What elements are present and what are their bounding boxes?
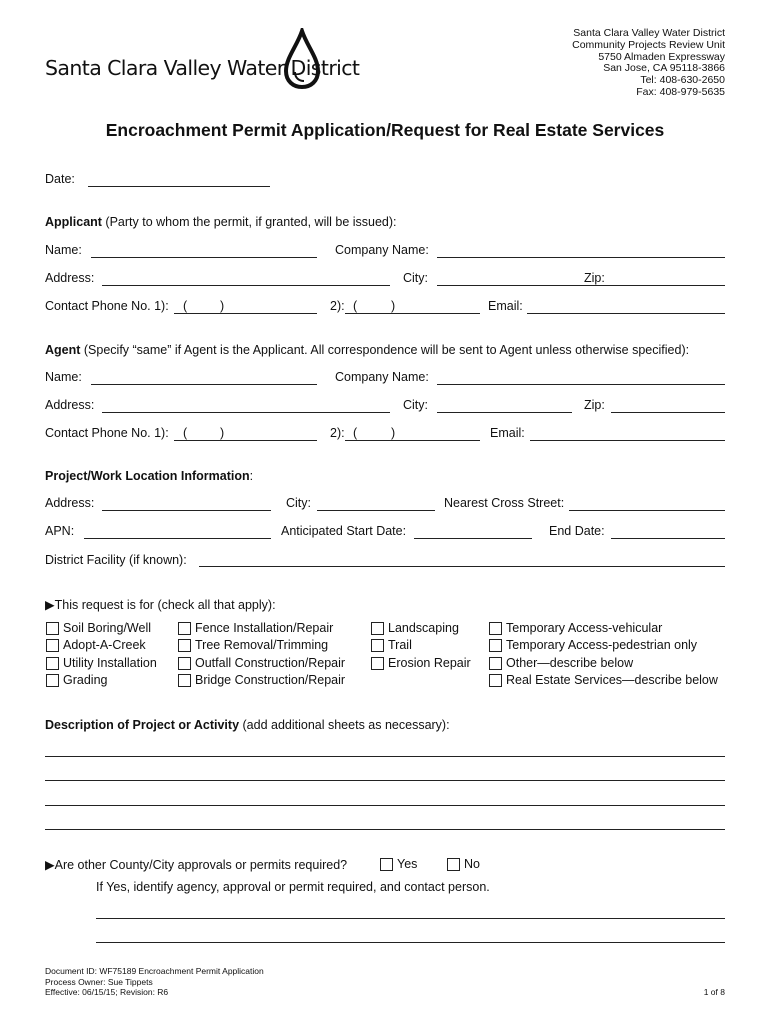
checkbox-label: Fence Installation/Repair [195, 621, 334, 635]
approvals-detail-line[interactable] [96, 918, 725, 919]
address-line: Fax: 408-979-5635 [636, 85, 725, 98]
logo-text: Santa Clara Valley Water District [45, 56, 360, 80]
triangle-right-icon: ▶ [45, 858, 55, 872]
applicant-phone1-field[interactable] [174, 313, 317, 314]
project-city-field[interactable] [317, 510, 435, 511]
checkbox-label: Tree Removal/Trimming [195, 638, 329, 652]
page-title: Encroachment Permit Application/Request for Real Estate Services [105, 120, 665, 140]
agent-company-field[interactable] [437, 384, 725, 385]
date-field[interactable] [88, 186, 270, 187]
footer-owner: Process Owner: Sue Tippets [45, 976, 153, 987]
water-drop-logo-icon [283, 28, 321, 90]
applicant-company-field[interactable] [437, 257, 725, 258]
applicant-address-field[interactable] [102, 285, 390, 286]
applicant-email-field[interactable] [527, 313, 725, 314]
agent-email-label: Email: [490, 426, 525, 440]
project-end-date-label: End Date: [549, 524, 605, 538]
applicant-heading-rest: (Party to whom the permit, if granted, will be issued): [101, 215, 397, 229]
description-heading-bold: Description of Project or Activity [45, 718, 240, 732]
agent-phone1-field[interactable] [174, 440, 317, 441]
checkbox-label: Trail [388, 638, 412, 652]
paren-open: ( [183, 426, 188, 440]
project-city-label: City: [286, 496, 311, 510]
applicant-name-label: Name: [45, 243, 82, 257]
triangle-right-icon: ▶ [45, 598, 55, 612]
project-cross-street-field[interactable] [569, 510, 725, 511]
checkbox-label: Temporary Access-vehicular [506, 621, 663, 635]
applicant-phone2-label: 2): [330, 299, 345, 313]
approvals-yes-label: Yes [397, 857, 418, 871]
description-line[interactable] [45, 756, 725, 757]
address-line: San Jose, CA 95118-3866 [603, 62, 725, 75]
checkbox-adopt-a-creek[interactable] [46, 639, 59, 652]
footer-page-number: 1 of 8 [703, 987, 725, 997]
checkbox-erosion-repair[interactable] [371, 657, 384, 670]
checkbox-label: Adopt-A-Creek [63, 638, 146, 652]
project-facility-label: District Facility (if known): [45, 553, 187, 567]
agent-company-label: Company Name: [335, 370, 429, 384]
checkbox-landscaping[interactable] [371, 622, 384, 635]
checkbox-label: Grading [63, 673, 108, 687]
applicant-name-field[interactable] [91, 257, 317, 258]
project-heading [45, 469, 253, 483]
project-start-date-field[interactable] [414, 538, 532, 539]
checkbox-label: Other—describe below [506, 656, 634, 670]
date-label: Date: [45, 172, 75, 186]
project-start-date-label: Anticipated Start Date: [281, 524, 407, 538]
applicant-city-field[interactable] [437, 285, 725, 286]
checkbox-label: Real Estate Services—describe below [506, 673, 718, 687]
paren-close: ) [220, 299, 225, 313]
checkbox-utility-installation[interactable] [46, 657, 59, 670]
paren-open: ( [353, 426, 358, 440]
checkbox-temporary-access-pedestrian[interactable] [489, 639, 502, 652]
footer-doc-id: Document ID: WF75189 Encroachment Permit Application [45, 966, 264, 976]
applicant-phone1-label: Contact Phone No. 1): [45, 299, 169, 313]
footer-info [45, 966, 264, 998]
paren-open: ( [353, 299, 358, 313]
approvals-question-row [45, 857, 347, 872]
checkbox-label: Outfall Construction/Repair [195, 656, 346, 670]
approvals-question: Are other County/City approvals or permits required? [54, 858, 348, 872]
footer-effective: Effective: 06/15/15; Revision: R6 [45, 987, 169, 997]
applicant-email-label: Email: [488, 299, 523, 313]
agent-heading-bold: Agent [45, 343, 81, 357]
address-line: Tel: 408-630-2650 [640, 74, 725, 87]
approvals-followup: If Yes, identify agency, approval or permit required, and contact person. [96, 880, 490, 894]
applicant-address-label: Address: [45, 271, 95, 285]
checkbox-label: Soil Boring/Well [63, 621, 152, 635]
checkbox-outfall-construction[interactable] [178, 657, 191, 670]
checkbox-approvals-yes[interactable] [380, 858, 393, 871]
agent-phone2-label: 2): [330, 426, 345, 440]
agent-name-label: Name: [45, 370, 82, 384]
checkbox-label: Bridge Construction/Repair [195, 673, 346, 687]
approvals-no-label: No [464, 857, 480, 871]
checkbox-label: Landscaping [388, 621, 459, 635]
agent-email-field[interactable] [530, 440, 725, 441]
description-heading [45, 718, 450, 732]
address-line: Community Projects Review Unit [572, 38, 725, 51]
applicant-zip-label: Zip: [584, 271, 605, 285]
checkbox-approvals-no[interactable] [447, 858, 460, 871]
agent-city-label: City: [403, 398, 428, 412]
project-apn-label: APN: [45, 524, 75, 538]
checkbox-temporary-access-vehicular[interactable] [489, 622, 502, 635]
project-facility-field[interactable] [199, 566, 725, 567]
description-line[interactable] [45, 805, 725, 806]
agent-address-field[interactable] [102, 412, 390, 413]
applicant-city-label: City: [403, 271, 428, 285]
agent-heading [45, 343, 689, 357]
project-apn-field[interactable] [84, 538, 271, 539]
project-heading-bold: Project/Work Location Information [45, 469, 250, 483]
agent-address-label: Address: [45, 398, 95, 412]
project-heading-colon: : [249, 469, 254, 483]
checkbox-label: Temporary Access-pedestrian only [506, 638, 698, 652]
paren-open: ( [183, 299, 188, 313]
checkbox-grading[interactable] [46, 674, 59, 687]
checkbox-bridge-construction[interactable] [178, 674, 191, 687]
paren-close: ) [391, 426, 396, 440]
agent-city-field[interactable] [437, 412, 572, 413]
applicant-heading-bold: Applicant [45, 215, 102, 229]
description-heading-rest: (add additional sheets as necessary): [239, 718, 450, 732]
agent-phone1-label: Contact Phone No. 1): [45, 426, 169, 440]
agent-zip-label: Zip: [584, 398, 605, 412]
project-address-label: Address: [45, 496, 95, 510]
approvals-detail-line[interactable] [96, 942, 725, 943]
checkbox-tree-removal[interactable] [178, 639, 191, 652]
request-label-row [45, 597, 276, 612]
checkbox-fence-installation[interactable] [178, 622, 191, 635]
agent-zip-field[interactable] [611, 412, 725, 413]
applicant-heading [45, 215, 397, 229]
agent-phone2-field[interactable] [345, 440, 480, 441]
checkbox-trail[interactable] [371, 639, 384, 652]
checkbox-label: Erosion Repair [388, 656, 471, 670]
applicant-company-label: Company Name: [335, 243, 429, 257]
project-cross-street-label: Nearest Cross Street: [444, 496, 565, 510]
description-line[interactable] [45, 780, 725, 781]
district-address [572, 28, 725, 99]
checkbox-real-estate-services[interactable] [489, 674, 502, 687]
checkbox-soil-boring[interactable] [46, 622, 59, 635]
address-line: 5750 Almaden Expressway [598, 50, 725, 63]
agent-heading-rest: (Specify “same” if Agent is the Applicant. All correspondence will be sent to Agent unless otherwise specified): [80, 343, 690, 357]
paren-close: ) [220, 426, 225, 440]
agent-name-field[interactable] [91, 384, 317, 385]
project-address-field[interactable] [102, 510, 271, 511]
paren-close: ) [391, 299, 396, 313]
checkbox-other[interactable] [489, 657, 502, 670]
project-end-date-field[interactable] [611, 538, 725, 539]
address-line: Santa Clara Valley Water District [573, 27, 725, 39]
request-label: This request is for (check all that apply): [54, 598, 276, 612]
description-line[interactable] [45, 829, 725, 830]
checkbox-label: Utility Installation [63, 656, 157, 670]
applicant-phone2-field[interactable] [345, 313, 480, 314]
